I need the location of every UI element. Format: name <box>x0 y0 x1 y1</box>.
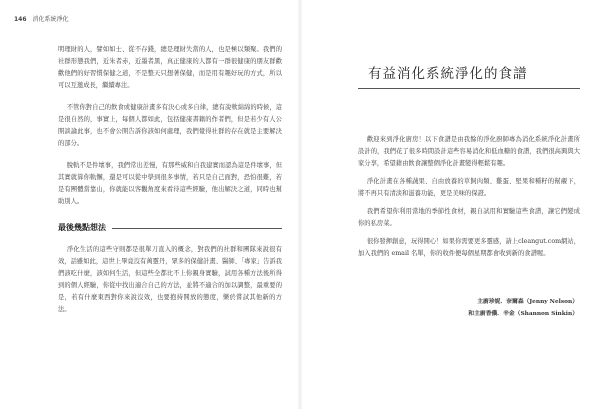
paragraph: 很你發揮創意，玩得開心！如果你需要更多靈感，請上cleangut.com網站，加入我們的 email 名單，你的收件便每個星期都會收到新的食譜喔。 <box>358 238 580 257</box>
paragraph: 淨化計畫在各種蔬果、自由放養的草飼肉類、雞蛋、堅果和種籽的幫襯下，將不再只有清淡和滋養功能，更是美味的保證。 <box>358 178 580 197</box>
right-body-text <box>358 134 580 266</box>
paragraph: 明理財的人，譬如如士、從不存錢，總是理財失當的人，也是極以類聚。我們的社群形態我們，近朱者赤，近墨者黑，真正健康的人都有一群很健康的朋友群歡歡他們的好習慣保健之道，不是整天只想著保健，而是用有趣好玩的方式，所以可以互邀成長，繼續專注。 <box>58 46 282 89</box>
heading-rule <box>112 228 282 229</box>
running-head <box>14 14 69 23</box>
right-page <box>300 0 600 409</box>
signature <box>338 296 578 320</box>
signature-line: 主廚珍妮．奈爾森（Jenny Nelson） <box>477 299 578 305</box>
page-number: 146 <box>14 16 27 23</box>
paragraph: 淨化生活的這些守則都是很單刀直入的概念，對我們的社群和團隊來說很有效，話雖如此，這世上畢竟沒有萬靈丹，眾多的保健計畫、醫師、「專家」告訴我們該吃什麼，該如何生活，但這些全都比不上你親身實驗，試用各種方法後所得到的個人經驗，你從中找出適合自己的方法，並將不適合的加以調整，最重要的是，若有什麼東西對你來說沒效，也要抱持開放的態度，樂於嘗試其他新的方法。 <box>58 246 282 313</box>
section-heading-text: 最後幾點想法 <box>58 223 106 232</box>
title-rule <box>358 88 580 89</box>
paragraph: 我們希望你利用當地的季節性食材，親自試用和實驗這些食譜，讓它們變成你的私房菜。 <box>358 208 580 227</box>
paragraph: 不管你對自己的飲食或健康計畫多有決心或多自律，總有說軟綿綿的時候，這是很自然的，事實上，每個人都如此，包括健康書籍的作者們，但是若少有人公開談論此事，也不會公開告訴你該如何處理，我們覺得社群的存在就是主要解決的部分。 <box>58 104 282 147</box>
left-body-text <box>58 44 282 324</box>
chapter-title: 消化系統淨化 <box>32 16 69 23</box>
paragraph: 歡迎來到淨化廚房！以下食譜是由我餘的淨化廚師專為消化系統淨化計畫所設計的，我們花了很多時間設計這些容易消化和低血糖的食譜，我們很高興與大家分享，希望藉由飲食讓整個淨化計畫變得輕鬆有趣。 <box>358 136 580 167</box>
section-heading <box>58 222 282 234</box>
section-body <box>58 244 282 316</box>
paragraph: 脫軌不是件壞事，我們常出差慢，有那些威和自我建實而認為這是件壞事，但其實就算你軌懈，還是可以從中學到很多事情，若只是自己面對，恐怕很難，若是有團體當靠山，你就能以客觀角度來看待這些經驗，他出解決之道，同時也幫助別人。 <box>58 162 282 205</box>
signature-line: 和主廚香儂．辛金（Shannon Sinkin） <box>468 311 578 317</box>
recipe-section-title: 有益消化系統淨化的食譜 <box>368 66 528 82</box>
